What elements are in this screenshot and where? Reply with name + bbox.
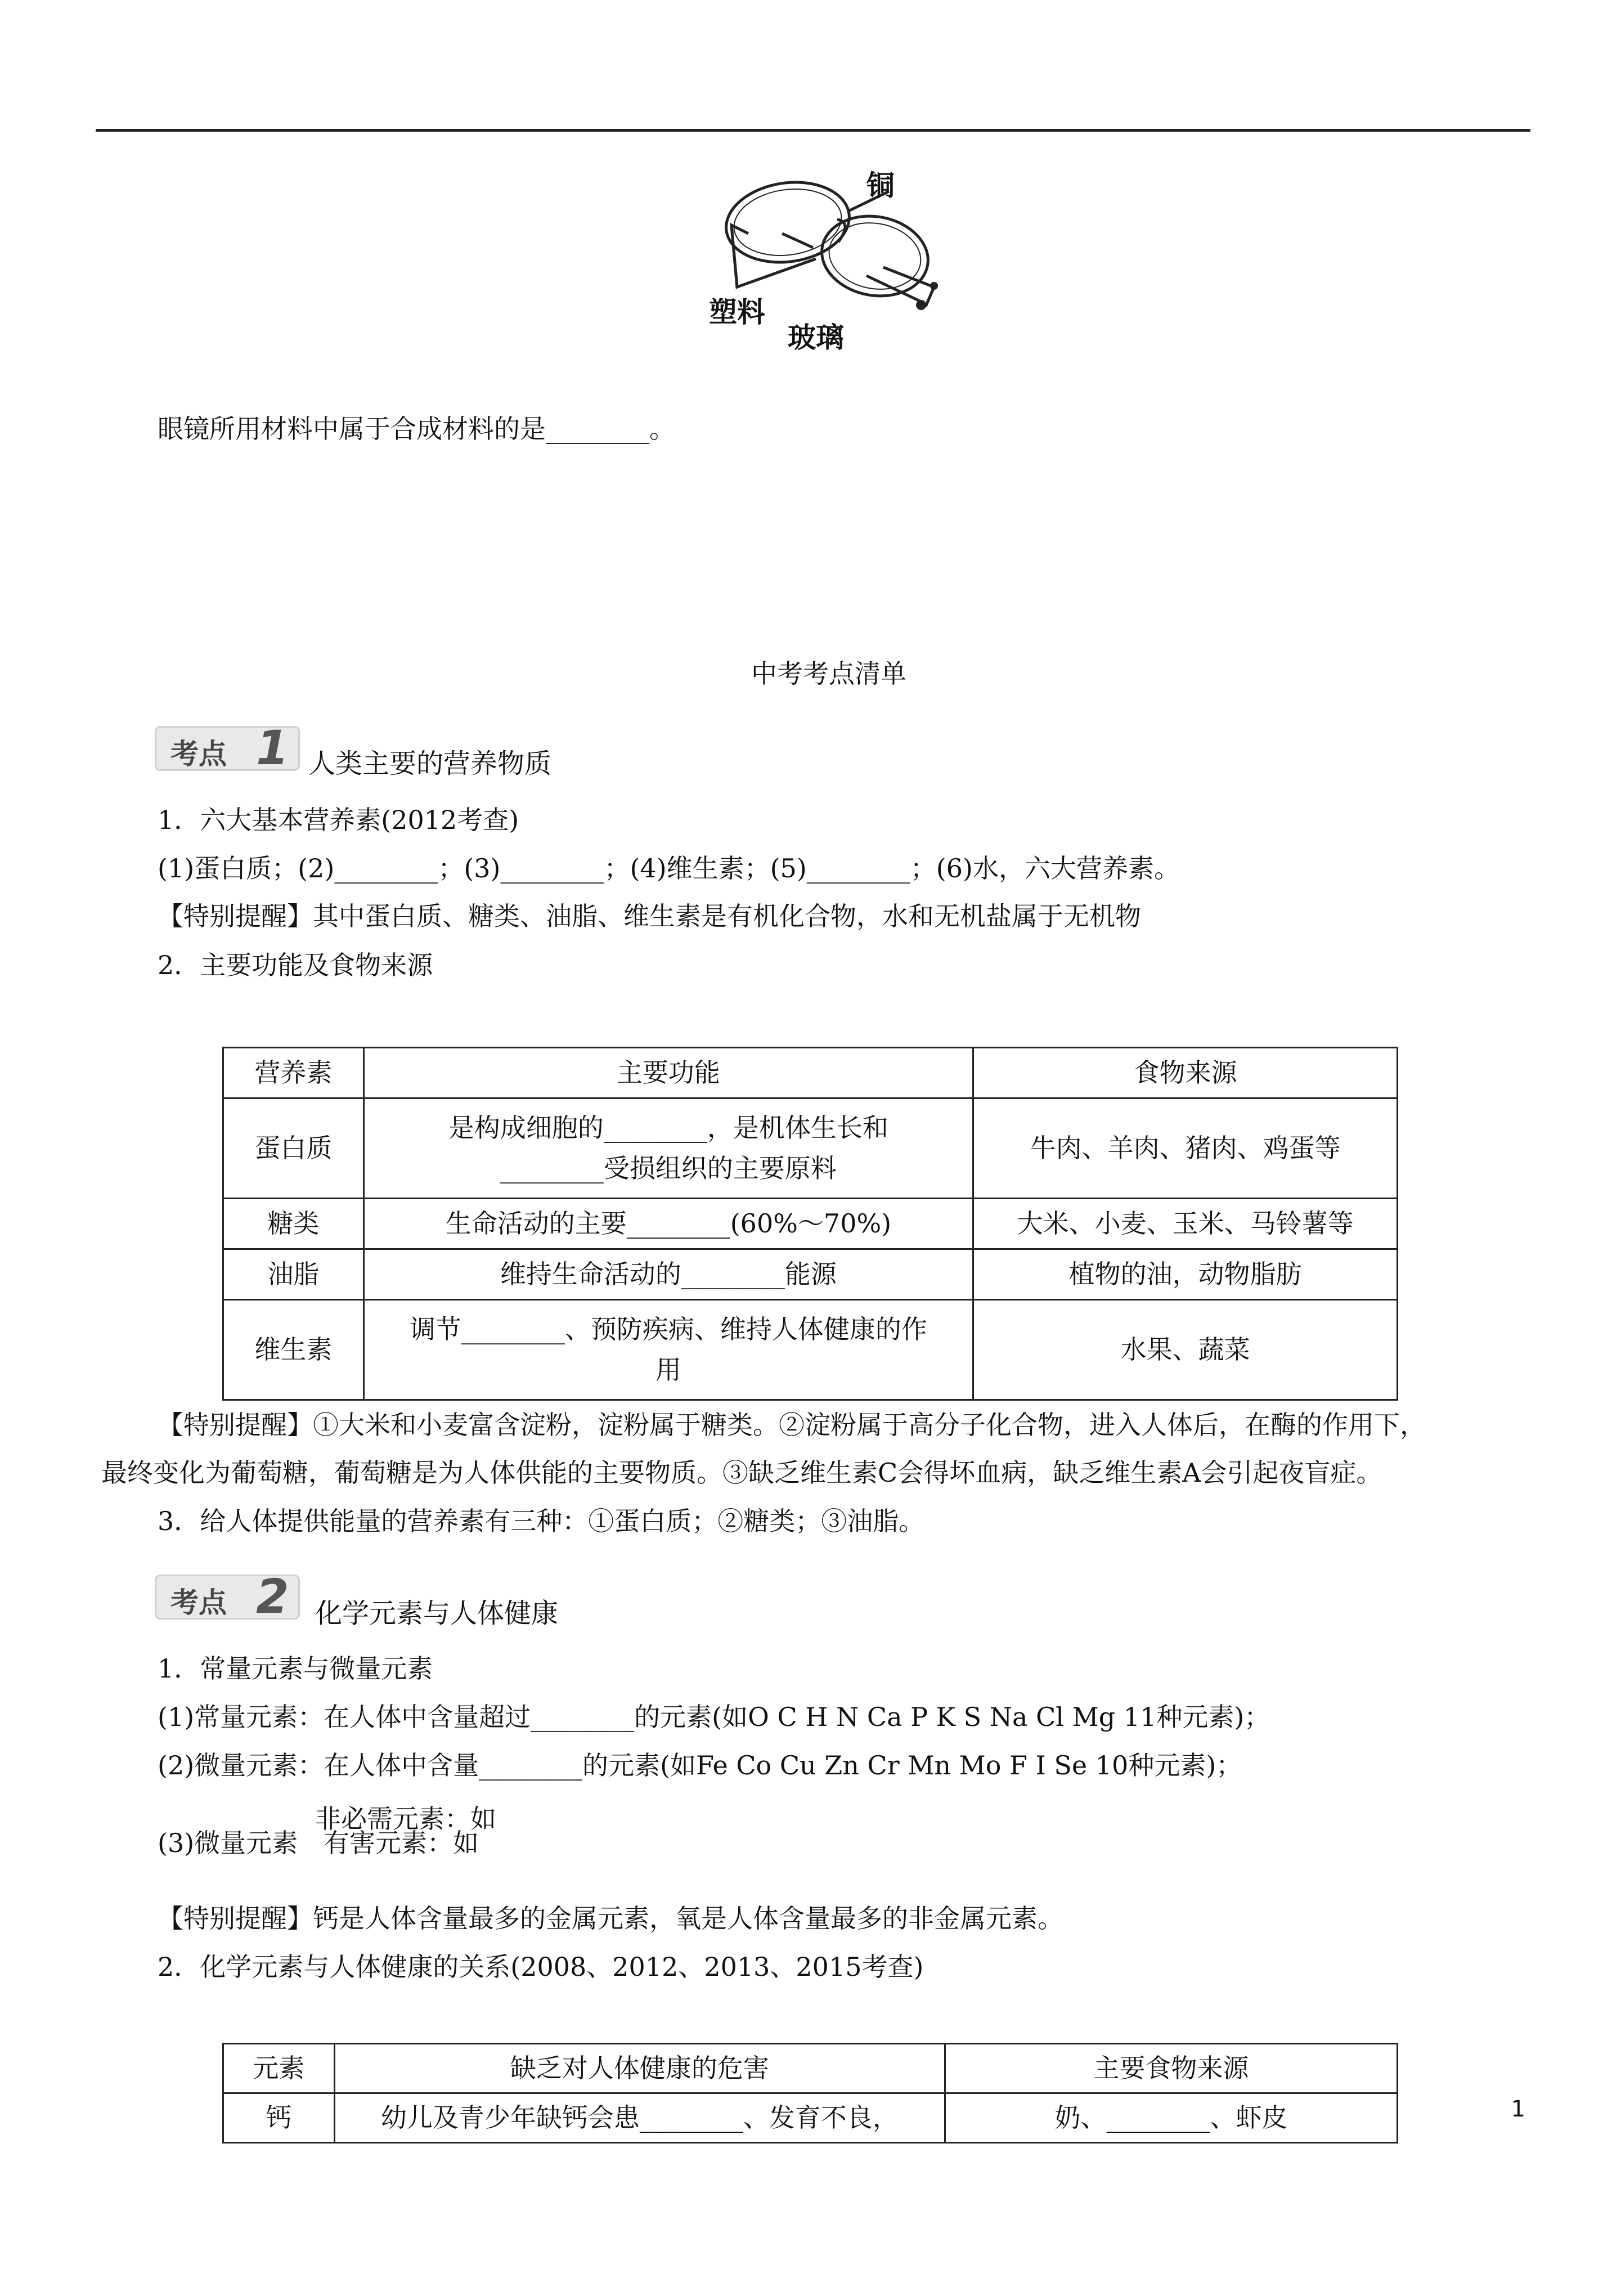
header-cell: 营养素 (223, 1048, 364, 1098)
k1-line-3: 【特别提醒】其中蛋白质、糖类、油脂、维生素是有机化合物，水和无机盐属于无机物 (158, 901, 1141, 931)
k2-line-3: (2)微量元素：在人体中含量________的元素(如Fe Co Cu Zn Cr Mn Mo F I Se 10种元素)； (158, 1750, 1242, 1781)
nutrient-name: 蛋白质 (223, 1098, 364, 1199)
kaodian-badge-label: 考点 (170, 1586, 227, 1619)
table-row (223, 2093, 1398, 2143)
nutrient-name: 维生素 (223, 1300, 364, 1400)
k2-line-6: 2．化学元素与人体健康的关系(2008、2012、2013、2015考查) (158, 1952, 924, 1982)
label-glass: 玻璃 (788, 321, 844, 354)
element-harm: 幼儿及青少年缺钙会患________、发育不良， (334, 2093, 945, 2143)
k1-note-1: 【特别提醒】①大米和小麦富含淀粉，淀粉属于糖类。②淀粉属于高分子化合物，进入人体后，在酶的作用下， (158, 1410, 1426, 1440)
nutrient-name: 糖类 (223, 1199, 364, 1249)
table-row (223, 1098, 1398, 1199)
function-line: 用 (655, 1354, 681, 1385)
label-plastic: 塑料 (709, 295, 765, 329)
table-row (223, 1300, 1398, 1400)
table-row (223, 1199, 1398, 1249)
kaodian-1-title: 人类主要的营养物质 (308, 748, 552, 779)
label-copper: 铜 (866, 169, 895, 202)
k1-note-2: 最终变化为葡萄糖，葡萄糖是为人体供能的主要物质。③缺乏维生素C会得坏血病，缺乏维生素A会引起夜盲症。 (101, 1458, 1382, 1488)
k1-line-1: 1．六大基本营养素(2012考查) (158, 805, 519, 835)
top-rule (96, 129, 1530, 132)
element-table (222, 2043, 1398, 2143)
kaodian-2-badge (155, 1569, 300, 1624)
nutrient-function: 维持生命活动的________能源 (363, 1249, 973, 1300)
nutrient-table (222, 1047, 1398, 1401)
food-source: 大米、小麦、玉米、马铃薯等 (973, 1199, 1398, 1249)
k2-line-4-top: 非必需元素：如 (315, 1804, 496, 1834)
header-cell: 元素 (223, 2044, 335, 2093)
table-header-row (223, 1048, 1398, 1098)
k1-line-4: 2．主要功能及食物来源 (158, 950, 433, 980)
k2-line-4-bottom: 有害元素：如 (324, 1828, 479, 1858)
header-cell: 主要食物来源 (945, 2044, 1398, 2093)
nutrient-name: 油脂 (223, 1249, 364, 1300)
food-source: 水果、蔬菜 (973, 1300, 1398, 1400)
section-title: 中考考点清单 (751, 658, 906, 689)
header-cell: 缺乏对人体健康的危害 (334, 2044, 945, 2093)
page-number: 1 (1511, 2096, 1525, 2122)
nutrient-function: 生命活动的主要________(60%～70%) (363, 1199, 973, 1249)
kaodian-badge-label: 考点 (170, 738, 227, 770)
k2-line-2: (1)常量元素：在人体中含量超过________的元素(如O C H N Ca P K S Na Cl Mg 11种元素)； (158, 1702, 1270, 1732)
nutrient-function (363, 1300, 973, 1400)
food-source: 植物的油，动物脂肪 (973, 1249, 1398, 1300)
header-cell: 主要功能 (363, 1048, 973, 1098)
kaodian-1-badge (155, 720, 300, 775)
function-line: 是构成细胞的________，是机体生长和 (448, 1113, 888, 1143)
header-cell: 食物来源 (973, 1048, 1398, 1098)
function-line: 调节________、预防疾病、维持人体健康的作 (409, 1314, 927, 1345)
k2-line-1: 1．常量元素与微量元素 (158, 1653, 433, 1684)
food-source: 奶、________、虾皮 (945, 2093, 1398, 2143)
element-name: 钙 (223, 2093, 335, 2143)
food-source: 牛肉、羊肉、猪肉、鸡蛋等 (973, 1098, 1398, 1199)
k2-line-4-prefix: (3)微量元素 (158, 1828, 298, 1858)
function-line: ________受损组织的主要原料 (500, 1153, 837, 1183)
table-header-row (223, 2044, 1398, 2093)
k1-line-2: (1)蛋白质；(2)________；(3)________；(4)维生素；(5)________；(6)水，六大营养素。 (158, 853, 1180, 884)
kaodian-2-title: 化学元素与人体健康 (315, 1598, 559, 1629)
kaodian-badge-number: 2 (256, 1569, 289, 1624)
nutrient-function (363, 1098, 973, 1199)
eyeglasses-figure (698, 158, 968, 355)
k2-line-5: 【特别提醒】钙是人体含量最多的金属元素，氧是人体含量最多的非金属元素。 (158, 1903, 1063, 1934)
question-text: 眼镜所用材料中属于合成材料的是________。 (158, 414, 675, 444)
k1-line-5: 3．给人体提供能量的营养素有三种：①蛋白质；②糖类；③油脂。 (158, 1506, 925, 1536)
table-row (223, 1249, 1398, 1300)
kaodian-badge-number: 1 (256, 720, 289, 775)
